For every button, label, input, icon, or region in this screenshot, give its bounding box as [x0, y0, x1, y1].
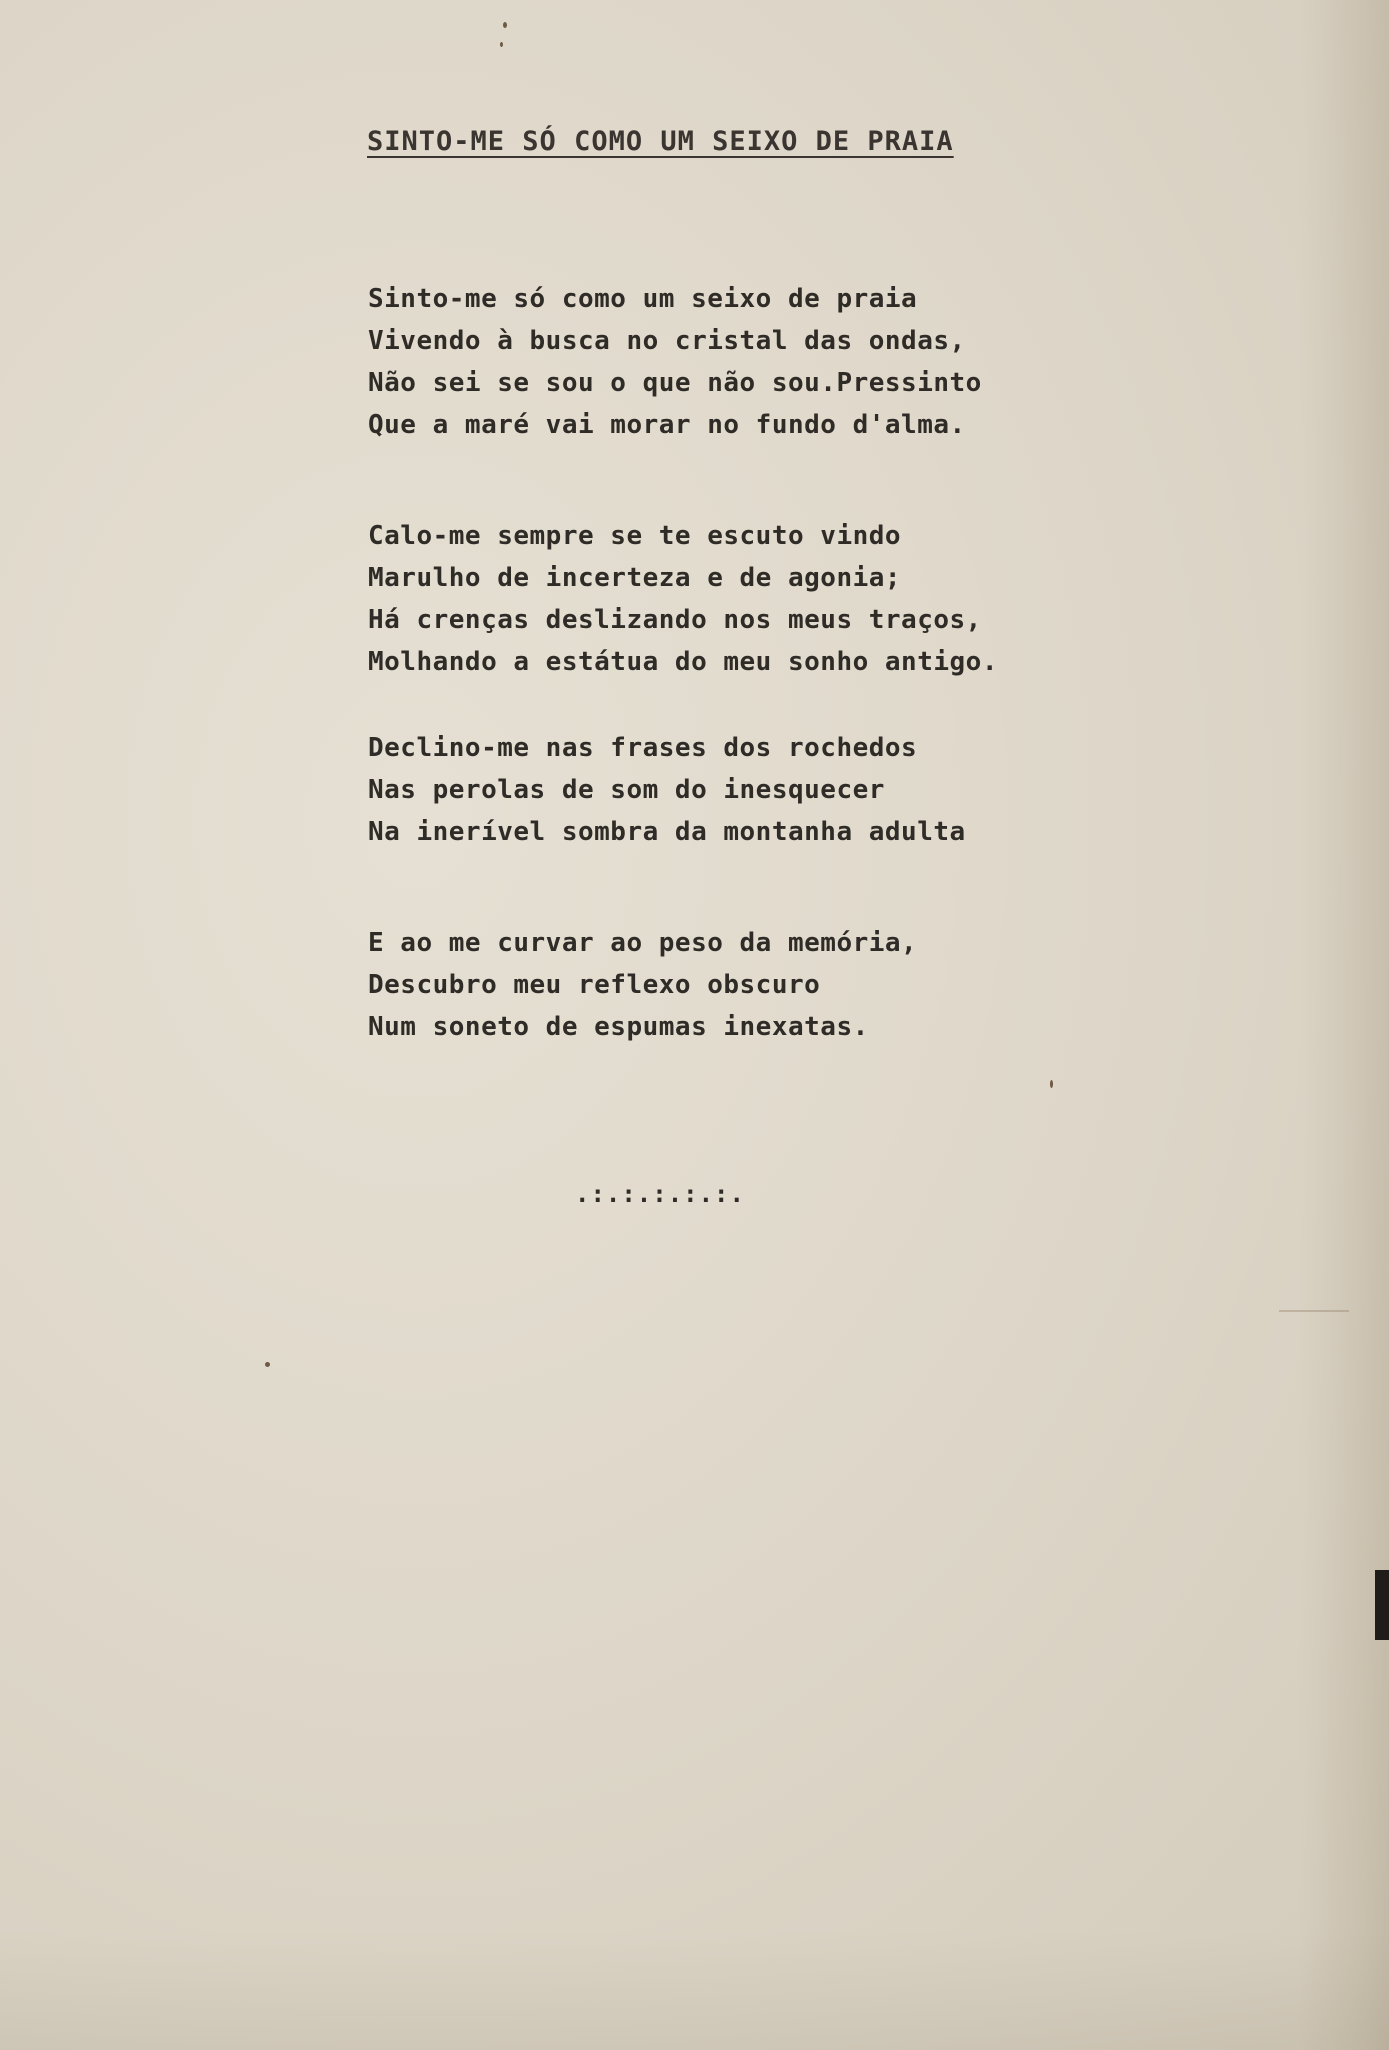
poem-line: E ao me curvar ao peso da memória, [368, 928, 918, 958]
poem-line: Descubro meu reflexo obscuro [368, 970, 821, 1000]
paper-speck [1050, 1080, 1053, 1088]
poem-line: Que a maré vai morar no fundo d'alma. [368, 410, 966, 440]
poem-line: Não sei se sou o que não sou.Pressinto [368, 368, 982, 398]
paper-speck [265, 1362, 270, 1367]
stanza-2 [368, 515, 998, 683]
closing-ornament: .:.:.:.:.:. [575, 1180, 745, 1208]
poem-line: Molhando a estátua do meu sonho antigo. [368, 647, 998, 677]
poem-line: Sinto-me só como um seixo de praia [368, 284, 918, 314]
paper-speck [500, 42, 503, 47]
paper-aged-edge-right [1299, 0, 1389, 2050]
poem-line: Há crenças deslizando nos meus traços, [368, 605, 982, 635]
poem-line: Declino-me nas frases dos rochedos [368, 733, 918, 763]
poem-line: Marulho de incerteza e de agonia; [368, 563, 902, 593]
paper-tear-mark [1375, 1570, 1389, 1640]
poem-title: SINTO-ME SÓ COMO UM SEIXO DE PRAIA [367, 126, 954, 157]
stanza-1 [368, 278, 982, 446]
paper-speck [503, 22, 507, 28]
poem-line: Nas perolas de som do inesquecer [368, 775, 885, 805]
poem-line: Calo-me sempre se te escuto vindo [368, 521, 902, 551]
poem-line: Num soneto de espumas inexatas. [368, 1012, 869, 1042]
poem-line: Vivendo à busca no cristal das ondas, [368, 326, 966, 356]
paper-aged-edge-bottom [0, 1930, 1389, 2050]
poem-line: Na inerível sombra da montanha adulta [368, 817, 966, 847]
stanza-4 [368, 922, 917, 1048]
paper-fold-mark [1279, 1310, 1349, 1312]
stanza-3 [368, 727, 966, 853]
